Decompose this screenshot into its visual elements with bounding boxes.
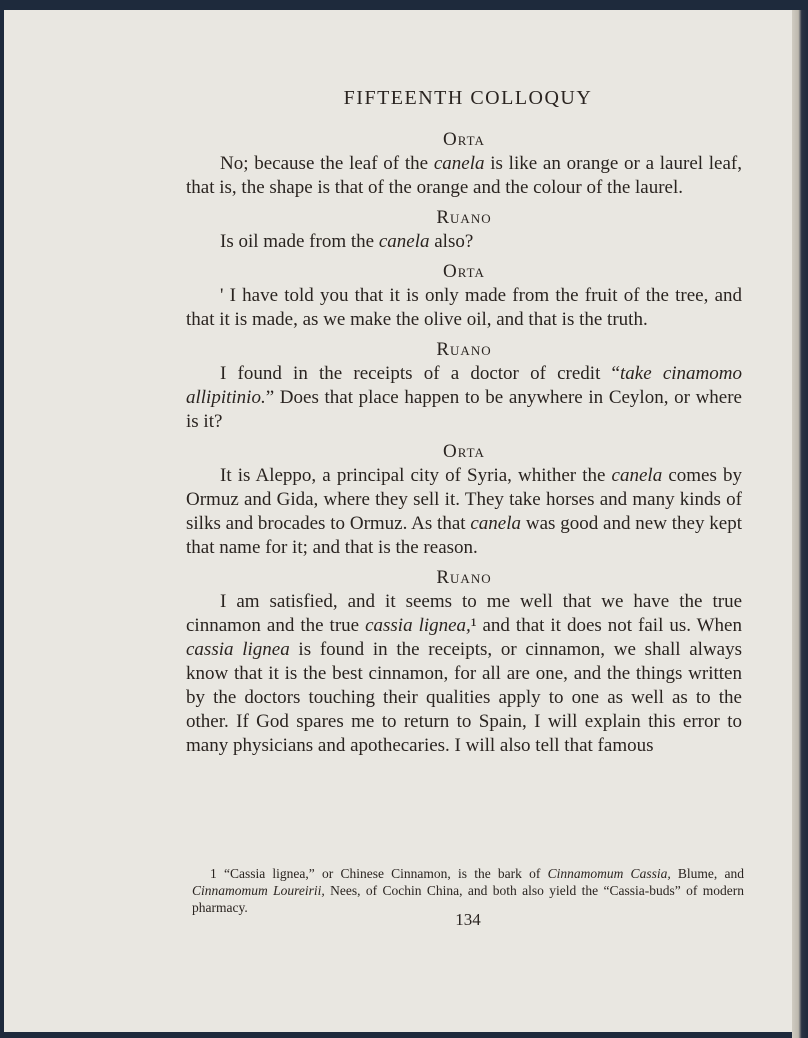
para-segment: I found in the receipts of a doctor of credit “ xyxy=(220,363,620,384)
page-body xyxy=(186,128,742,758)
para-segment: cassia lignea xyxy=(186,639,290,660)
book-page xyxy=(4,10,792,1032)
footnote-segment: Cinnamomum Loureirii, xyxy=(192,883,325,898)
para-segment: ' I have told you that it is only made from the fruit of the tree, and that it is made, as we make the olive oil, and that is the truth. xyxy=(186,285,742,330)
speaker-name: Orta xyxy=(443,441,485,462)
dialogue-paragraph xyxy=(186,152,742,200)
para-segment: is like an orange or a laurel leaf, that is, the shape is that of the orange and the colour of the laurel. xyxy=(186,153,742,198)
dialogue-paragraph xyxy=(186,464,742,560)
dialogue-paragraph xyxy=(186,362,742,434)
para-segment: Is oil made from the xyxy=(220,231,379,252)
para-segment: is found in the receipts, or cinnamon, we shall always know that it is the best cinnamon, for all are one, and the things written by the doctors touching their qualities apply to one as well as to the other. If God spares me to return to Spain, I will explain this error to many physicians and apothecaries. I will also tell that famous xyxy=(186,639,742,756)
para-segment: cassia lignea, xyxy=(365,615,471,636)
para-segment: canela xyxy=(378,231,430,252)
speaker-name: Ruano xyxy=(436,339,492,360)
page-number: 134 xyxy=(455,910,481,929)
speaker-name: Orta xyxy=(443,129,485,150)
speaker-name: Ruano xyxy=(436,567,492,588)
dialogue-paragraph xyxy=(186,590,742,758)
speaker-name: Ruano xyxy=(436,207,492,228)
dialogue-paragraph xyxy=(186,230,742,254)
para-segment: I am satisfied, and it seems to me well that we have the true cinnamon and the true xyxy=(186,591,742,636)
para-segment: ” Does that place happen to be anywhere in Ceylon, or where is it? xyxy=(186,387,742,432)
para-segment: No; because the leaf of the xyxy=(220,153,434,174)
book-spine-edge xyxy=(792,10,808,1038)
footnote-segment: 1 “Cassia lignea,” or Chinese Cinnamon, is the bark of xyxy=(210,866,548,881)
para-segment: canela xyxy=(470,513,522,534)
para-segment: take cinamomo allipitinio. xyxy=(186,363,742,408)
footnote-segment: Nees, of Cochin China, and both also yield the “Cassia-buds” of modern pharmacy. xyxy=(192,883,745,915)
speaker-name: Orta xyxy=(443,261,485,282)
footnote xyxy=(192,865,744,916)
para-segment: It is Aleppo, a principal city of Syria, whither the xyxy=(220,465,612,486)
dialogue-paragraph xyxy=(186,284,742,332)
para-segment: was good and new they kept that name for it; and that is the reason. xyxy=(186,513,742,558)
footnote-segment: Blume, and xyxy=(670,866,744,881)
footnote-segment: Cinnamomum Cassia, xyxy=(547,866,671,881)
para-segment: ¹ and that it does not fail us. When xyxy=(470,615,742,636)
para-segment: also? xyxy=(429,231,474,252)
para-segment: comes by Ormuz and Gida, where they sell it. They take horses and many kinds of silks and brocades to Ormuz. As that xyxy=(186,465,742,534)
scan-top-edge xyxy=(0,0,808,10)
para-segment: canela xyxy=(433,153,485,174)
running-head: FIFTEENTH COLLOQUY xyxy=(343,87,593,109)
para-segment: canela xyxy=(611,465,663,486)
